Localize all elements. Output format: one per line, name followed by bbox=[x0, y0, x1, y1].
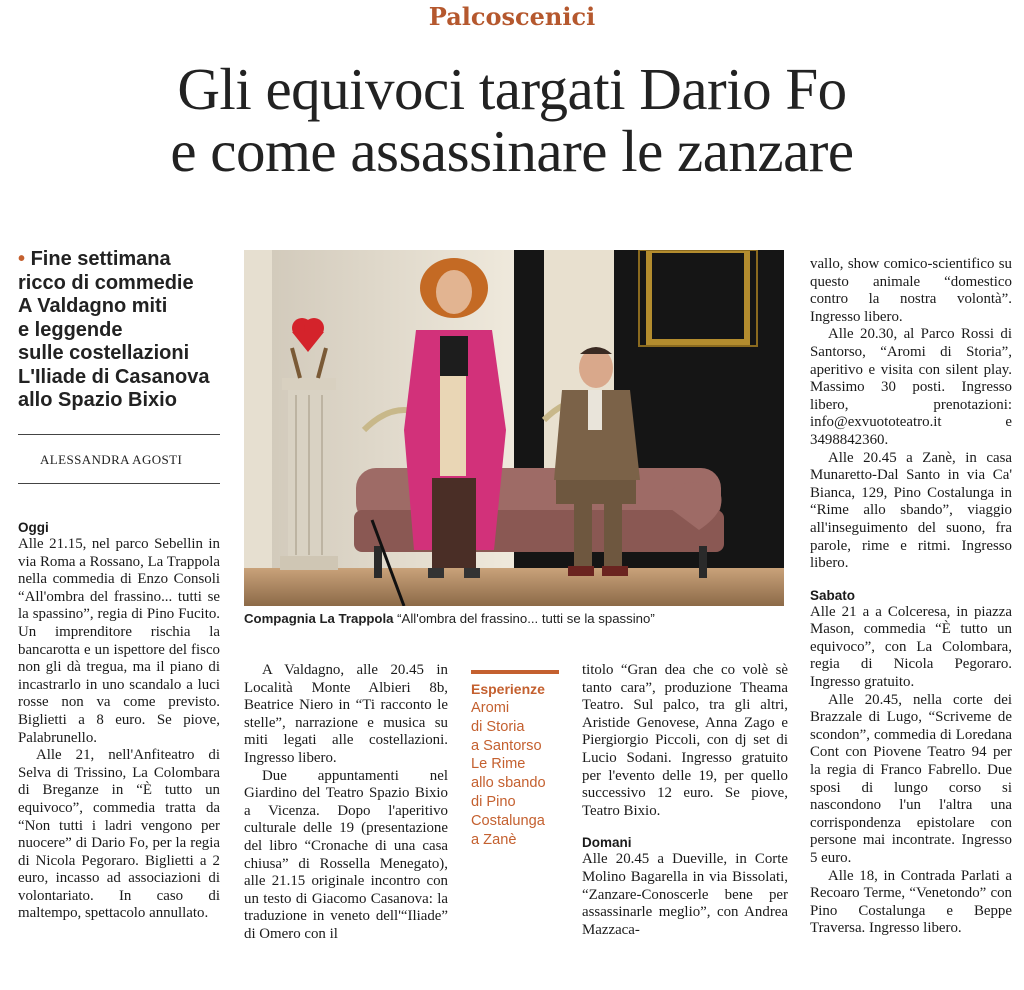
divider bbox=[18, 483, 220, 484]
sidebar-line: a Santorso bbox=[471, 737, 542, 754]
summary-line: allo Spazio Bixio bbox=[18, 389, 177, 411]
article-column-3 bbox=[582, 662, 788, 939]
summary-line: ricco di commedie bbox=[18, 271, 194, 294]
summary-line: • Fine settimana bbox=[18, 248, 171, 270]
caption-text: “All'ombra del frassino... tutti se la spassino” bbox=[397, 611, 655, 626]
article-column-4 bbox=[810, 256, 1012, 938]
article-column-1 bbox=[18, 519, 220, 923]
paragraph: Alle 21, nell'Anfiteatro di Selva di Trissino, La Colombara di Breganze in “È tutto un equivoco”, commedia tratta da “Non tutti i ladri vengono per nuocere” di Dario Fo, per la regia di Nicola Pegoraro. Biglietti a 2 euro, incasso ad associazioni di volontariato. In caso di maltempo, spettacolo annullato. bbox=[18, 747, 220, 922]
author-byline: ALESSANDRA AGOSTI bbox=[40, 452, 183, 467]
summary-block bbox=[18, 248, 228, 413]
day-heading-domani: Domani bbox=[582, 835, 632, 851]
headline-line-2: e come assassinare le zanzare bbox=[170, 118, 854, 184]
paragraph: Alle 21 a a Colceresa, in piazza Mason, commedia “È tutto un equivoco”, con La Colombara, regia di Nicola Pegoraro. Ingresso gratuito. bbox=[810, 603, 1012, 691]
headline bbox=[20, 58, 1004, 182]
summary-line: sulle costellazioni bbox=[18, 342, 190, 364]
day-heading-oggi: Oggi bbox=[18, 520, 49, 535]
paragraph: Due appuntamenti nel Giardino del Teatro Spazio Bixio a Vicenza. Dopo l'aperitivo culturale delle 19 (presentazione del libro “Cronache di una casa chiusa” di Rossella Menegato), alle 21.15 originale incontro con un testo di Giacomo Casanova: la traduzione in veneto dell'“Iliade” di Omero con il bbox=[244, 767, 448, 942]
stage-photo bbox=[244, 250, 784, 606]
headline-line-1: Gli equivoci targati Dario Fo bbox=[177, 56, 847, 122]
paragraph: Alle 20.45 a Dueville, in Corte Molino Bagarella in via Bissolati, “Zanzare-Conoscerle bene per assassinarle meglio”, con Andrea Mazzaca- bbox=[582, 851, 788, 938]
paragraph: A Valdagno, alle 20.45 in Località Monte Albieri 8b, Beatrice Niero in “Ti racconto le stelle”, narrazione e musica su miti legati alle costellazioni. Ingresso libero. bbox=[244, 662, 448, 766]
summary-line: A Valdagno miti bbox=[18, 295, 168, 317]
sidebar-line: di Storia bbox=[471, 718, 525, 735]
sidebar-line: di Pino bbox=[471, 793, 516, 810]
paragraph: Alle 20.45 a Zanè, in casa Munaretto-Dal Santo in via Ca' Bianca, 129, Pino Costalunga in “Rime allo sbando”, viaggio all'inseguimento del suono, fra parole, rime e ritmi. Ingresso libero. bbox=[810, 449, 1012, 572]
paragraph: titolo “Gran dea che co volè sè tanto cara”, produzione Theama Teatro. Sul palco, tra gli altri, Aristide Genovese, Anna Zago e Piergiorgio Piccoli, con dj set di Lucio Sodani. Ingresso gratuito per l'evento delle 19, per quello successivo 12 euro. Se piove, Teatro Bixio. bbox=[582, 662, 788, 819]
bullet-icon: • bbox=[18, 248, 26, 270]
paragraph: Alle 20.45, nella corte dei Brazzale di Lugo, “Scriveme de scondon”, commedia di Loredana Cont con Piovene Teatro 94 per la regia di Franco Fabrello. Due sposi di lungo corso si nascondono l'un l'altra una corrispondenza epistolare con persone mai incontrate. Ingresso 5 euro. bbox=[810, 691, 1012, 866]
caption-credit: Compagnia La Trappola bbox=[244, 611, 394, 626]
paragraph: vallo, show comico-scientifico su questo animale “domestico contro la nostra volontà”. Ingresso libero. bbox=[810, 256, 1012, 325]
sidebar-line: allo sbando bbox=[471, 775, 546, 792]
paragraph: Alle 18, in Contrada Parlati a Recoaro Terme, “Venetondo” con Pino Costalunga e Beppe Traversa. Ingresso libero. bbox=[810, 867, 1012, 937]
summary-line: L'Iliade di Casanova bbox=[18, 365, 210, 388]
photo-caption bbox=[244, 611, 804, 626]
sidebar-line: Aromi bbox=[471, 700, 510, 716]
paragraph: Alle 20.30, al Parco Rossi di Santorso, “Aromi di Storia”, aperitivo e visita con silent play. Massimo 30 posti. Ingresso libero, prenotazioni: info@exvuototeatro.it e 3498842360. bbox=[810, 326, 1012, 448]
section-label: Palcoscenici bbox=[428, 2, 596, 31]
sidebar-line: Le Rime bbox=[471, 756, 526, 773]
sidebar-title: Esperienze bbox=[471, 681, 545, 697]
sidebar-line: Costalunga bbox=[471, 812, 545, 829]
article-column-2 bbox=[244, 662, 448, 944]
paragraph: Alle 21.15, nel parco Sebellin in via Roma a Rossano, La Trappola nella commedia di Enzo Consoli “All'ombra del frassino... tutti se la spassino”, regia di Pino Fucito. Un imprenditore rischia la bancarotta e un ispettore del fisco non gli dà tregua, ma il piano di incastrarlo in uno scandalo a luci rosse non va come previsto. Biglietti a 8 euro. Se piove, Palabrunello. bbox=[18, 536, 220, 746]
sidebar-text bbox=[471, 699, 571, 849]
sidebar-rule bbox=[471, 670, 559, 674]
divider bbox=[18, 434, 220, 435]
summary-line: e leggende bbox=[18, 318, 123, 341]
sidebar-line: a Zanè bbox=[471, 831, 517, 848]
day-heading-sabato: Sabato bbox=[810, 587, 856, 603]
